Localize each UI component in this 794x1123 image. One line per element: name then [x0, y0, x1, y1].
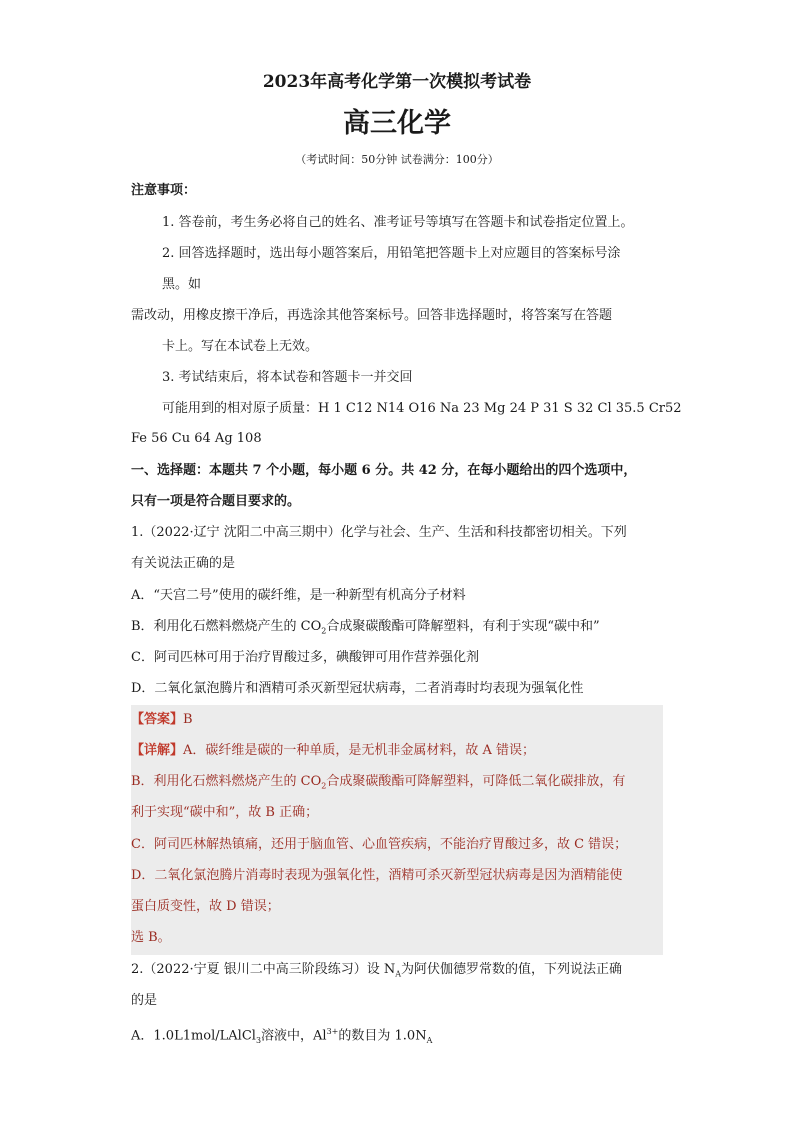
section-heading-line-1: 一、选择题：本题共 7 个小题，每小题 6 分。共 42 分，在每小题给出的四个选项中， — [131, 463, 637, 478]
question-2-stem-line-1: 2.（2022·宁夏 银川二中高三阶段练习）设 $N_A$为阿伏伽德罗常数的值，下列说法正确 — [131, 962, 623, 979]
question-1-stem-line-1: 1.（2022·辽宁 沈阳二中高三期中）化学与社会、生产、生活和科技都密切相关。下列 — [131, 525, 627, 540]
notice-item-2c: 需改动，用橡皮擦干净后，再选涂其他答案标号。回答非选择题时，将答案写在答题 — [131, 308, 613, 323]
answer-conclusion: 选 B。 — [131, 930, 171, 945]
detail-line-b1: B．利用化石燃料燃烧产生的 $CO_2$合成聚碳酸酯可降解塑料，可降低二氧化碳排放，有 — [131, 774, 626, 791]
notice-item-3: 3. 考试结束后，将本试卷和答题卡一并交回 — [162, 370, 413, 385]
question-1-option-c: C．阿司匹林可用于治疗胃酸过多，碘酸钾可用作营养强化剂 — [131, 650, 479, 665]
notice-heading: 注意事项： — [131, 183, 197, 198]
detail-line-a: 【详解】A．碳纤维是碳的一种单质，是无机非金属材料，故 A 错误； — [131, 743, 536, 758]
section-heading-line-2: 只有一项是符合题目要求的。 — [131, 494, 301, 509]
exam-title: 2023年高考化学第一次模拟考试卷 — [262, 72, 532, 92]
question-1-option-b: B．利用化石燃料燃烧产生的 $CO_2$合成聚碳酸酯可降解塑料，有利于实现“碳中和” — [131, 619, 600, 636]
detail-line-c: C．阿司匹林解热镇痛，还用于脑血管、心血管疾病，不能治疗胃酸过多，故 C 错误； — [131, 837, 628, 852]
answer-value: B — [183, 712, 193, 727]
notice-item-1: 1. 答卷前，考生务必将自己的姓名、准考证号等填写在答题卡和试卷指定位置上。 — [162, 215, 634, 230]
notice-item-2d: 卡上。写在本试卷上无效。 — [162, 339, 319, 354]
detail-line-d1: D．二氧化氯泡腾片消毒时表现为强氧化性，酒精可杀灭新型冠状病毒是因为酒精能使 — [131, 868, 623, 883]
notice-item-2b: 黑。如 — [162, 277, 202, 292]
question-2-option-a: A．1.0L1mol/LAlCl$_3$溶液中，$Al^{3+}$的数目为 $1.0N_A$ — [131, 1027, 433, 1045]
question-1-option-d: D．二氧化氯泡腾片和酒精可杀灭新型冠状病毒，二者消毒时均表现为强氧化性 — [131, 681, 584, 696]
question-2-stem-line-2: 的是 — [131, 993, 158, 1008]
exam-info: （考试时间：50分钟 试卷满分：100分） — [295, 153, 499, 166]
detail-line-b2: 利于实现“碳中和”，故 B 正确； — [131, 805, 319, 820]
notice-item-2a: 2. 回答选择题时，选出每小题答案后，用铅笔把答题卡上对应题目的答案标号涂 — [162, 246, 621, 261]
question-1-stem-line-2: 有关说法正确的是 — [131, 556, 236, 571]
atomic-mass-line-1: 可能用到的相对原子质量：H 1 C12 N14 O16 Na 23 Mg 24 P 31 S 32 Cl 35.5 Cr52 — [162, 401, 682, 416]
subject-title: 高三化学 — [343, 108, 451, 139]
detail-line-d2: 蛋白质变性，故 D 错误； — [131, 899, 280, 914]
atomic-mass-line-2: Fe 56 Cu 64 Ag 108 — [131, 431, 262, 446]
detail-label: 【详解】 — [131, 743, 184, 758]
question-1-option-a: A．“天宫二号”使用的碳纤维，是一种新型有机高分子材料 — [131, 588, 466, 603]
answer-line — [131, 710, 193, 730]
answer-label: 【答案】 — [131, 712, 184, 727]
